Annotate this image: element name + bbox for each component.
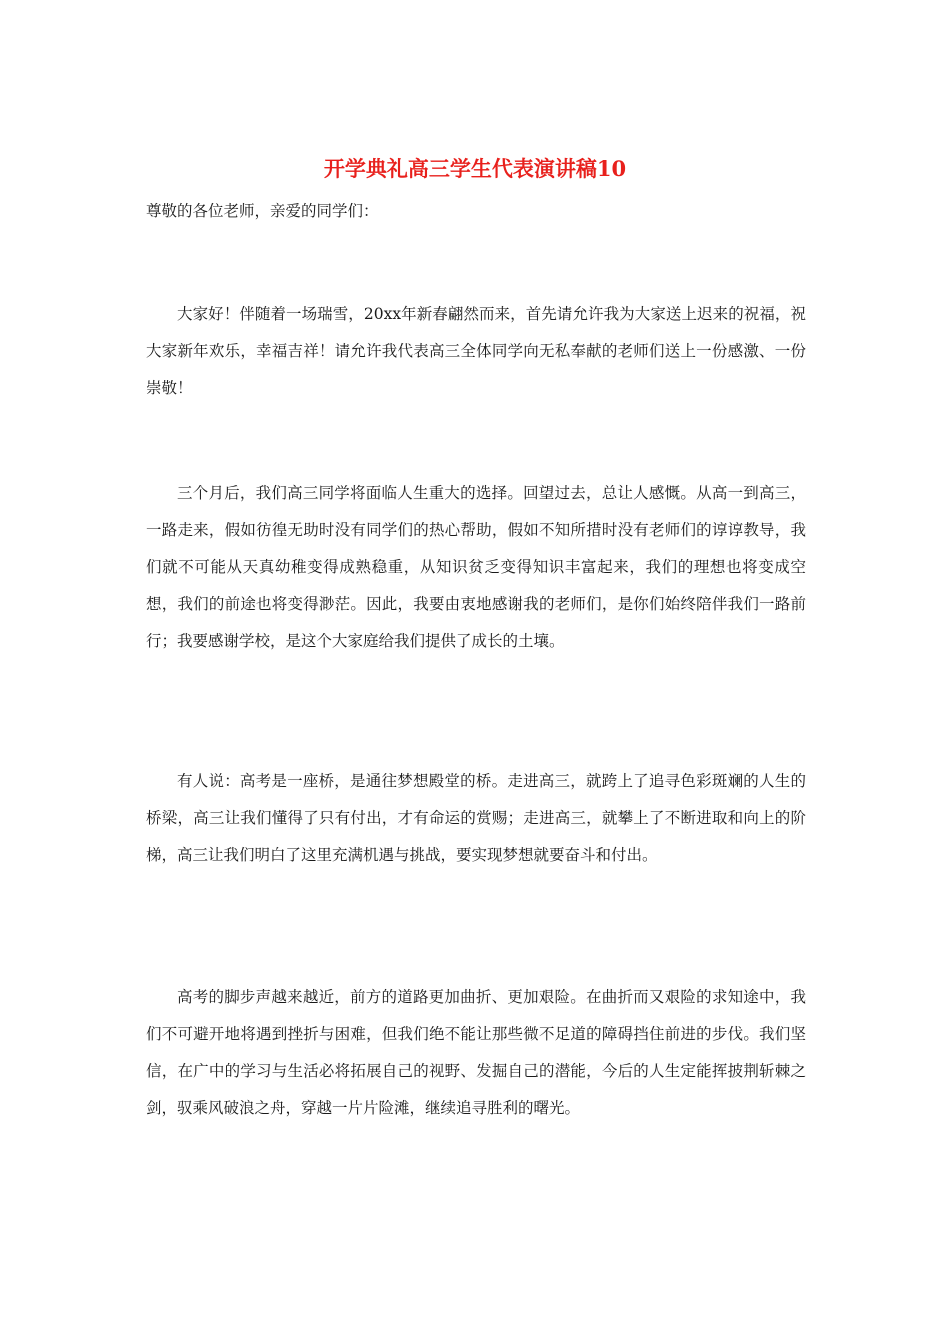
- paragraph-2: 三个月后，我们高三同学将面临人生重大的选择。回望过去，总让人感慨。从高一到高三，一路走来，假如彷徨无助时没有同学们的热心帮助，假如不知所措时没有老师们的谆谆教导，我们就不可能从天真幼稚变得成熟稳重，从知识贫乏变得知识丰富起来，我们的理想也将变成空想，我们的前途也将变得渺茫。因此，我要由衷地感谢我的老师们，是你们始终陪伴我们一路前行；我要感谢学校，是这个大家庭给我们提供了成长的土壤。: [146, 484, 806, 650]
- paragraph-3: 有人说：高考是一座桥，是通往梦想殿堂的桥。走进高三，就跨上了追寻色彩斑斓的人生的桥梁，高三让我们懂得了只有付出，才有命运的赏赐；走进高三，就攀上了不断进取和向上的阶梯，高三让我们明白了这里充满机遇与挑战，要实现梦想就要奋斗和付出。: [146, 772, 806, 864]
- salutation: 尊敬的各位老师，亲爱的同学们：: [146, 202, 379, 220]
- document-title: 开学典礼高三学生代表演讲稿10: [323, 156, 627, 181]
- paragraph-4: 高考的脚步声越来越近，前方的道路更加曲折、更加艰险。在曲折而又艰险的求知途中，我们不可避开地将遇到挫折与困难，但我们绝不能让那些微不足道的障碍挡住前进的步伐。我们坚信，在广中的学习与生活必将拓展自己的视野、发掘自己的潜能，今后的人生定能挥披荆斩棘之剑，驭乘风破浪之舟，穿越一片片险滩，继续追寻胜利的曙光。: [146, 988, 806, 1117]
- paragraph-1: 大家好！伴随着一场瑞雪，20xx年新春翩然而来，首先请允许我为大家送上迟来的祝福，祝大家新年欢乐，幸福吉祥！请允许我代表高三全体同学向无私奉献的老师们送上一份感激、一份崇敬！: [146, 305, 806, 397]
